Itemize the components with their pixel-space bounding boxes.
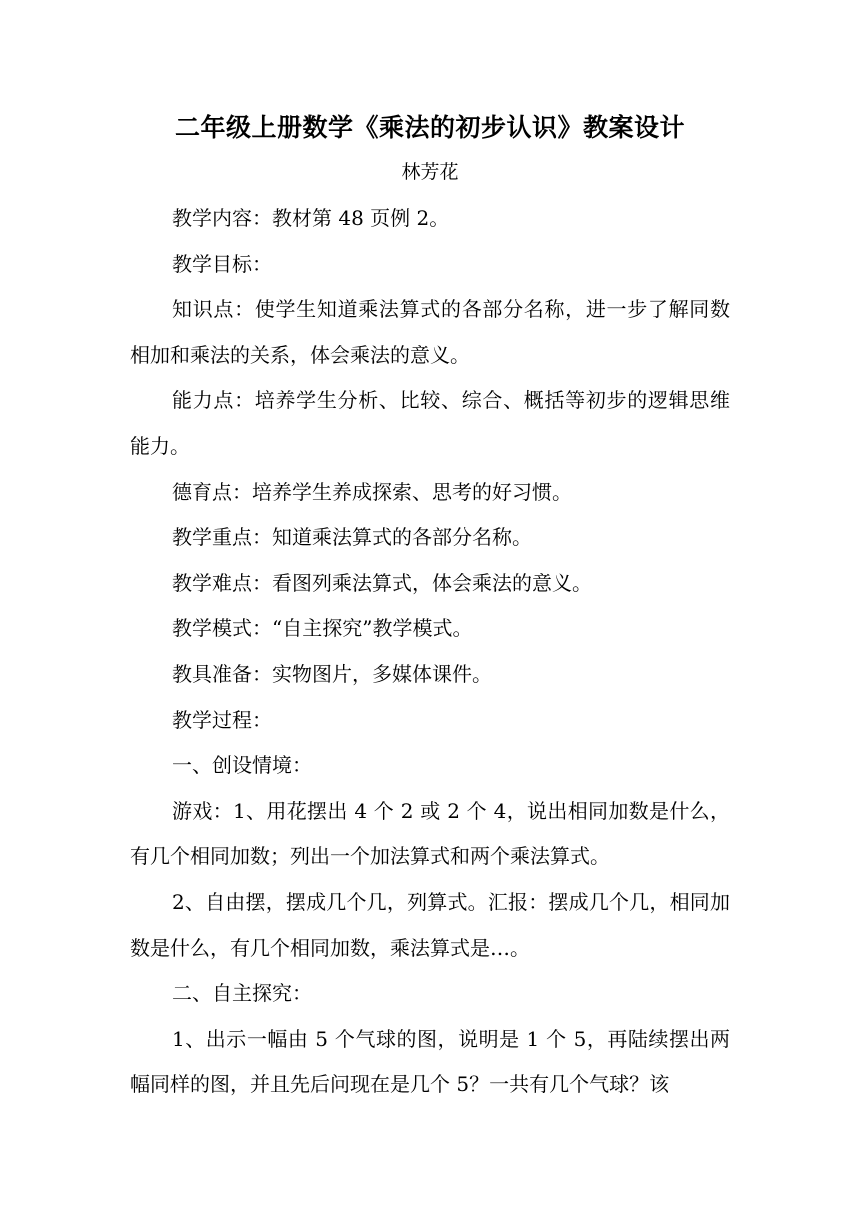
- paragraph-teaching-goals: 教学目标：: [172, 251, 272, 276]
- paragraph-game: 游戏：1、用花摆出 4 个 2 或 2 个 4，说出相同加数是什么，有几个相同加数；列出一个加法算式和两个乘法算式。: [130, 798, 730, 869]
- paragraph-free-arrangement: 2、自由摆，摆成几个几，列算式。汇报：摆成几个几，相同加数是什么，有几个相同加数，乘法算式是…。: [130, 889, 730, 960]
- document-title: 二年级上册数学《乘法的初步认识》教案设计: [174, 113, 685, 142]
- paragraph-teaching-content: 教学内容：教材第 48 页例 2。: [172, 206, 450, 230]
- paragraph-difficult-point: 教学难点：看图列乘法算式，体会乘法的意义。: [172, 570, 592, 595]
- paragraph-balloon-example: 1、出示一幅由 5 个气球的图，说明是 1 个 5，再陆续摆出两幅同样的图，并且先后问现在是几个 5？一共有几个气球？该: [130, 1026, 730, 1097]
- paragraph-teaching-mode: 教学模式：“自主探究”教学模式。: [172, 616, 473, 641]
- document-author: 林芳花: [401, 161, 459, 183]
- paragraph-knowledge-point: 知识点：使学生知道乘法算式的各部分名称，进一步了解同数相加和乘法的关系，体会乘法的意义。: [130, 297, 730, 367]
- paragraph-key-point: 教学重点：知道乘法算式的各部分名称。: [172, 525, 532, 550]
- paragraph-teaching-aids: 教具准备：实物图片，多媒体课件。: [172, 661, 492, 686]
- section-heading-independent-exploration: 二、自主探究：: [172, 981, 312, 1006]
- paragraph-ability-point: 能力点：培养学生分析、比较、综合、概括等初步的逻辑思维能力。: [130, 388, 730, 458]
- section-heading-create-situation: 一、创设情境：: [172, 753, 312, 778]
- document-body: [130, 196, 730, 1108]
- paragraph-teaching-process: 教学过程：: [172, 707, 272, 732]
- paragraph-moral-point: 德育点：培养学生养成探索、思考的好习惯。: [172, 479, 572, 504]
